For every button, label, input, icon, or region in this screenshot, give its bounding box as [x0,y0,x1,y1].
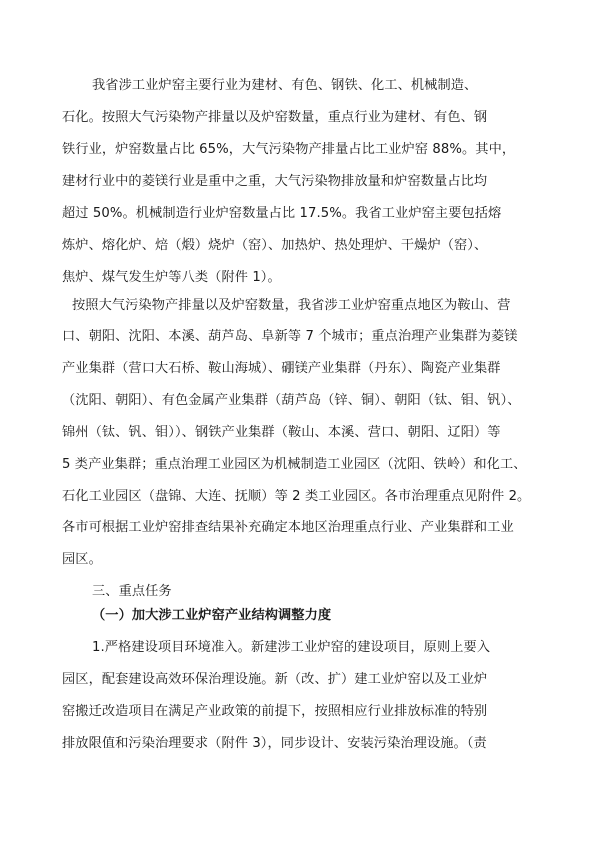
paragraph-2-line-7: 石化工业园区（盘锦、大连、抚顺）等 2 类工业园区。各市治理重点见附件 2。 [62,489,531,504]
paragraph-2-line-3: 产业集群（营口大石桥、鞍山海城）、硼镁产业集群（丹东）、陶瓷产业集群 [62,361,501,376]
paragraph-2-line-6: 5 类产业集群；重点治理工业园区为机械制造工业园区（沈阳、铁岭）和化工、 [62,457,527,472]
paragraph-2-line-9: 园区。 [62,552,102,567]
paragraph-2-line-4: （沈阳、朝阳）、有色金属产业集群（葫芦岛（锌、铜）、朝阳（钛、钼、钒）、 [62,393,521,408]
paragraph-2-line-2: 口、朝阳、沈阳、本溪、葫芦岛、阜新等 7 个城市；重点治理产业集群为菱镁 [62,329,518,344]
paragraph-1-line-4: 建材行业中的菱镁行业是重中之重，大气污染物排放量和炉窑数量占比均 [62,174,488,189]
paragraph-1-line-1: 我省涉工业炉窑主要行业为建材、有色、钢铁、化工、机械制造、 [92,78,478,93]
paragraph-1-line-3: 铁行业，炉窑数量占比 65%，大气污染物产排量占比工业炉窑 88%。其中， [62,142,516,157]
paragraph-1-line-2: 石化。按照大气污染物产排量以及炉窑数量，重点行业为建材、有色、钢 [62,110,488,125]
paragraph-2-line-8: 各市可根据工业炉窑排查结果补充确定本地区治理重点行业、产业集群和工业 [62,520,514,535]
subsection-heading: （一）加大涉工业炉窑产业结构调整力度 [92,608,332,623]
paragraph-3-line-2: 园区，配套建设高效环保治理设施。新（改、扩）建工业炉窑以及工业炉 [62,672,488,687]
paragraph-2-line-5: 锦州（钛、钒、钼））、钢铁产业集群（鞍山、本溪、营口、朝阳、辽阳）等 [62,425,501,440]
paragraph-3-line-3: 窑搬迁改造项目在满足产业政策的前提下，按照相应行业排放标准的特别 [62,704,488,719]
section-heading: 三、重点任务 [92,584,172,599]
paragraph-1-line-5: 超过 50%。机械制造行业炉窑数量占比 17.5%。我省工业炉窑主要包括熔 [62,206,502,221]
paragraph-1-line-6: 炼炉、熔化炉、焙（煅）烧炉（窑）、加热炉、热处理炉、干燥炉（窑）、 [62,238,488,253]
paragraph-2-line-1: 按照大气污染物产排量以及炉窑数量，我省涉工业炉窑重点地区为鞍山、营 [72,298,511,313]
paragraph-3-line-1: 1.严格建设项目环境准入。新建涉工业炉窑的建设项目，原则上要入 [92,640,491,655]
paragraph-3-line-4: 排放限值和污染治理要求（附件 3），同步设计、安装污染治理设施。（责 [62,736,487,751]
paragraph-1-line-7: 焦炉、煤气发生炉等八类（附件 1）。 [62,270,281,285]
